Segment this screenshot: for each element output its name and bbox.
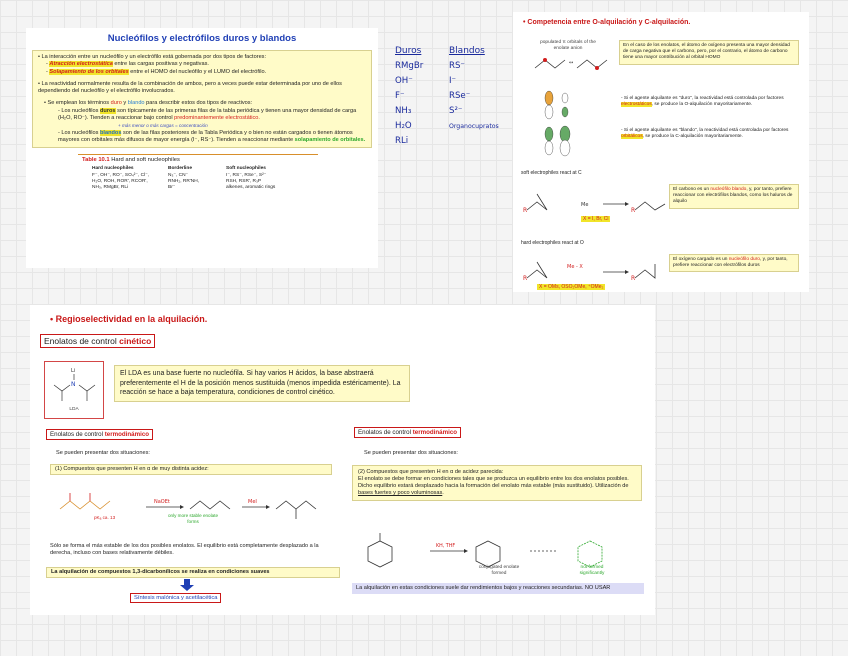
bullet-3-post: para describir estos dos tipos de reactivos: [144,100,253,107]
svg-text:R: R [631,275,636,282]
arrow-down-icon [180,579,194,591]
svg-text:KH, THF: KH, THF [436,544,456,549]
table-header: Soft nucleophiles [226,166,266,172]
nucleophile-table [92,166,378,192]
highlight-electrostatic: Atracción electrostática [49,61,113,68]
intro-box [32,50,372,148]
thermo-red: termodinámico [412,429,458,436]
low-yield-warning: La alquilación en estas condiciones suele dar rendimientos bajos y reacciones secundarias. NO USAR [352,583,644,594]
hard-column-title: Duros [395,46,422,56]
highlight-electrostatic-factors: electrostáticos [621,102,652,108]
term-blando: blando [127,100,145,107]
slide-o-vs-c-alkylation [513,12,809,292]
thermo-heading-right [354,427,461,438]
bullet-3b-pre: - Los nucleófilos [58,129,100,136]
bullet-3b-text: son de las filas posteriores de la Tabla Periódica y o bien no están cargados o tienen átomos mayores con orbitales más difusos de mayor energía (I⁻, RS⁻). Tienden a reaccionar mediante [58,129,353,143]
lda-label: LDA [69,407,79,412]
bullet-1b: - Solapamiento de los orbitales entre el HOMO del nucleófilo y el LUMO del electrófilo. [46,68,267,75]
svg-text:MeI: MeI [248,499,257,505]
soft-leaving-groups: X = I, Br, Cl [583,216,609,222]
bullet-3b-green: solapamiento de orbitales. [294,136,366,143]
handwritten-list [385,28,507,163]
box3-post: , y, por tanto, prefiere reaccionar con electrófilos duros [673,257,788,269]
bullet-3a-red: predominantemente electrostático. [174,115,260,122]
bullet-3a [38,108,366,123]
bullet-1a: - Atracción electrostática entre las cargas positivas y negativas. [46,61,209,68]
bullet-3a-pre: - Los nucleófilos [58,107,100,114]
thermo-heading-left [46,429,153,440]
hard-label: hard electrophiles react at O [521,240,584,246]
term-duro: duro [110,100,122,107]
situations-right: Se pueden presentar dos situaciones: [364,450,458,456]
soft-item: I⁻ [449,76,457,86]
orbital-caption: populated π orbitals of the enolate anion [540,40,596,51]
lda-description: El LDA es una base fuerte no nucleófila. Si hay varios H ácidos, la base abstraerá preferentemente el H de la posición menos sustituida (menos impedida estéricamente). La reacción se hace a baja temperatura, condiciones de control cinético. [114,365,410,402]
case2-box [352,465,642,501]
hard-item: RMgBr [395,61,424,71]
box3-pre: El oxígeno cargado es un [673,257,729,262]
table-cell: N₃⁻, CN⁻ [168,172,189,178]
svg-text:Me: Me [581,202,589,208]
thermo-red: termodinámico [104,431,150,438]
case2-body [358,476,636,497]
slide-hard-soft [26,28,378,268]
mild-conditions-box: La alquilación de compuestos 1,3-dicarbonílicos se realiza en condiciones suaves [46,567,340,578]
table-cell: Br⁻ [168,185,176,191]
handwritten-note: + más menor o más cargas = concentración [118,123,208,129]
kinetic-heading-red: cinético [119,336,152,346]
soft-column [449,44,507,134]
bullet-3-mid: y [121,100,128,107]
table-header: Hard nucleophiles [92,166,134,172]
svg-text:Me - X: Me - X [567,264,583,270]
case2-text: El enolato se debe formar en condiciones tales que se produzca un equilibrio entre los dos enolatos posibles. Dicho equilibrio estará desplazado hacia la formación del enolato más estable (más sustituido). Utilización de [358,476,629,489]
kinetic-heading [40,334,155,348]
hard-alkylating-text [621,96,801,108]
table-rule [78,154,318,155]
svg-text:Li: Li [71,368,76,374]
malonic-synthesis-link: Síntesis malónica y acetilacética [130,593,221,603]
orbital-diagrams [525,88,605,158]
box3-red: nucleófilo duro [728,257,760,262]
pka-label: pKₐ ca. 13 [94,515,116,520]
dicarbonyl-alkylation-scheme [50,479,340,535]
bullet-1: • La interacción entre un nucleófilo y un electrófilo está gobernada por dos tipos de factores: [38,54,267,60]
table-cell: F⁻, OH⁻, RO⁻, SO₄²⁻, Cl⁻, [92,172,149,178]
enolate-density-note: En el caso de los enolatos, el átomo de oxígeno presenta una mayor densidad de carga negativa que el carbono, pero, por el contrario, el átomo de carbono tiene una mayor contribución al orbital HOMO [619,40,799,65]
svg-text:R: R [523,207,528,214]
p2-post: , se produce la C-alquilación mayoritariamente. [642,134,743,140]
stable-enolate-note: only more stable enolate forms [167,513,219,524]
soft-column-title: Blandos [449,46,485,56]
hard-item: NH₃ [395,106,412,116]
soft-item: RSe⁻ [449,91,471,101]
svg-text:R: R [523,275,528,282]
case2-title: (2) Compuestos que presenten H en α de acidez parecida: [358,469,504,475]
svg-text:R: R [631,207,636,214]
table-caption-text: Hard and soft nucleophiles [109,157,180,164]
bullet-1a-text: entre las cargas positivas y negativas. [112,61,209,68]
table-cell: RNH₂, RR'NH, [168,179,200,185]
bullet-1b-text: entre el HOMO del nucleófilo y el LUMO del electrófilo. [128,68,267,75]
p2-pre: - Si el agente alquilante es "blando", la reactividad está controlada por factores [621,128,789,133]
p1-pre: - Si el agente alquilante es "duro", la reactividad está controlada por factores [621,96,784,101]
table-cell: alkenes, aromatic rings [226,185,276,191]
bullet-3a-text: son típicamente de las primeras filas de la tabla periódica y tienen una mayor densidad de carga (H₂O, RO⁻). Tienden a reaccionar bajo control [58,107,357,122]
svg-text:NaOEt: NaOEt [154,499,170,505]
soft-item: RS⁻ [449,61,465,71]
not-formed-caption: not formed significantly [579,565,605,576]
box2-pre: El carbono es un [673,187,711,192]
bullet-2: • La reactividad normalmente resulta de la combinación de ambos, pero a veces puede estar determinada por uno de ellos dependiendo del nucleófilo y el electrófilo involucrados. [38,80,342,95]
oxygen-hard-note [669,254,799,272]
slide-regioselectivity [30,305,655,615]
hard-leaving-groups: X = OMs, OSO₂OMe, ⁺OMe₂ [539,284,604,290]
hard-column [395,44,439,149]
highlight-duros: duros [99,107,116,114]
soft-alkylating-text [621,128,801,140]
case1-title: (1) Compuestos que presenten H en α de muy distinta acidez: [50,464,332,475]
p1-post: , se produce la O-alquilación mayoritariamente. [651,102,753,108]
table-cell: H₂O, ROH, ROR', RCOR', [92,179,148,185]
kinetic-heading-pre: Enolatos de control [44,336,120,346]
bullet-3b [38,130,366,145]
highlight-orbital: Solapamiento de los orbitales [49,68,129,75]
thermo-pre: Enolatos de control [50,431,105,438]
situations-left: Se pueden presentar dos situaciones: [56,450,150,456]
table-header: Borderline [168,166,192,172]
only-stable-text: Sólo se forma el más estable de los dos posibles enolatos. El equilibrio está completamente desplazado a la derecha, incluso con bases relativamente débiles. [50,543,319,556]
conjugated-caption: conjugated enolate formed [478,565,520,576]
o-alkylation-scheme [521,248,671,288]
soft-item: S²⁻ [449,106,463,116]
box2-red: nucleófilo blando [710,187,747,192]
thermo-pre: Enolatos de control [358,429,413,436]
slide-title: • Regioselectividad en la alquilación. [50,314,208,324]
soft-label: soft electrophiles react at C [521,170,582,176]
table-cell: I⁻, RS⁻, RSe⁻, S²⁻ [226,172,267,178]
table-cell: NH₃, RMgBr, RLi [92,185,129,191]
bullet-3-pre: • Se emplean los términos [44,100,111,107]
hard-item: H₂O [395,121,412,131]
soft-item: Organocupratos [449,123,499,130]
highlight-blandos: blandos [99,129,122,136]
slide-title-text: Regioselectividad en la alquilación. [55,314,208,324]
carbon-soft-note [669,184,799,209]
table-cell: RSH, RSR', R₃P [226,179,262,185]
case2-end: . [442,490,444,496]
bullet-3 [38,100,366,107]
box2-post: , y, por tanto, prefiere reaccionar con electrófilos blandos, como los haluros de alquilo [673,187,793,205]
hard-item: OH⁻ [395,76,413,86]
highlight-orbital-factors: orbitálicos [621,134,643,140]
slide-title: Nucleófilos y electrófilos duros y blandos [107,33,297,44]
hard-item: F⁻ [395,91,405,101]
hard-item: RLi [395,136,409,146]
table-caption-bold: Table 10.1 [82,157,110,164]
svg-text:↔: ↔ [569,60,574,66]
svg-text:N: N [71,381,76,388]
case2-underline: bases fuertes y poco voluminosas [358,490,443,496]
table-caption [82,157,378,163]
slide-title: • Competencia entre O-alquilación y C-alquilación. [523,19,691,26]
